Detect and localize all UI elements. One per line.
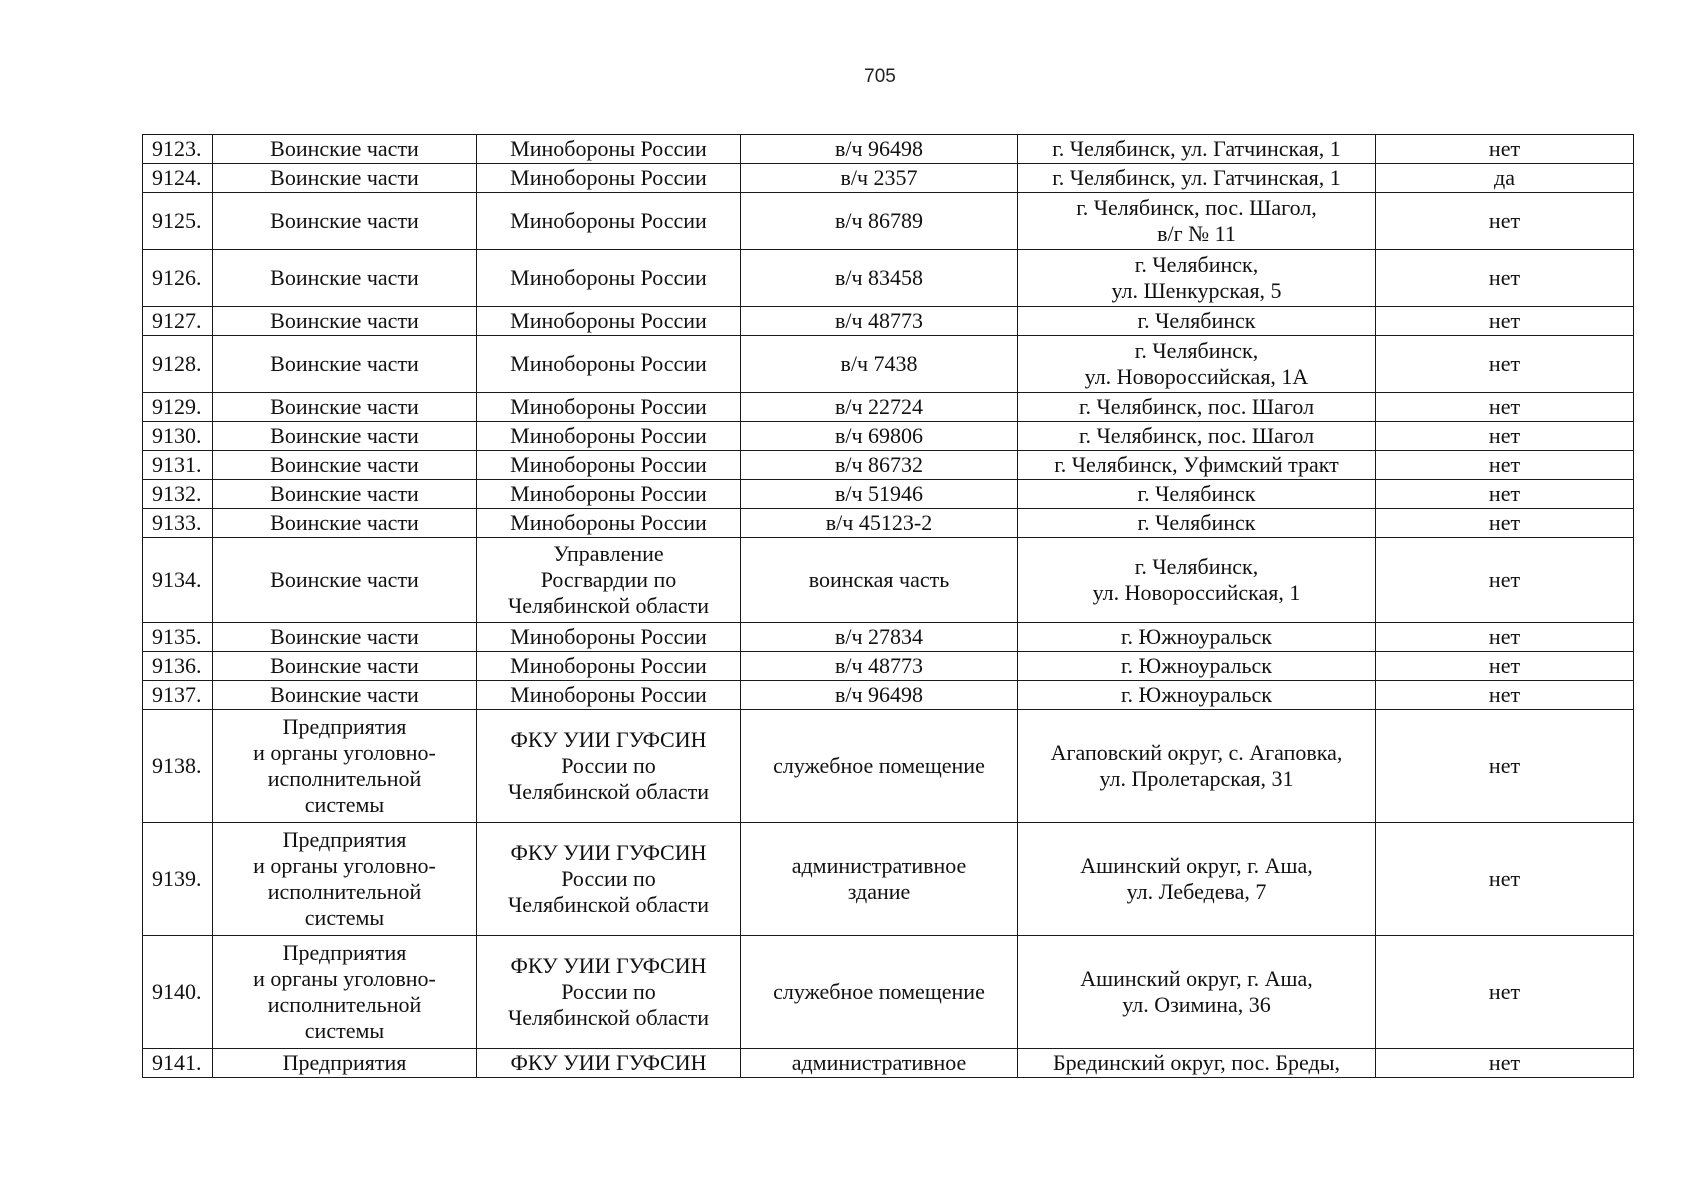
- table-row: [143, 164, 1634, 193]
- flag: нет: [1376, 538, 1634, 623]
- organization: Минобороны России: [477, 652, 741, 681]
- table-row: [143, 422, 1634, 451]
- flag: нет: [1376, 1049, 1634, 1078]
- address: г. Челябинск, пос. Шагол: [1018, 393, 1376, 422]
- table-row: [143, 451, 1634, 480]
- address: Ашинский округ, г. Аша, ул. Лебедева, 7: [1018, 823, 1376, 936]
- object-type: Воинские части: [213, 623, 477, 652]
- object-type: Воинские части: [213, 193, 477, 250]
- organization: ФКУ УИИ ГУФСИН России по Челябинской области: [477, 936, 741, 1049]
- flag: нет: [1376, 393, 1634, 422]
- organization: Минобороны России: [477, 336, 741, 393]
- object-name: в/ч 96498: [741, 681, 1018, 710]
- object-name: служебное помещение: [741, 710, 1018, 823]
- flag: нет: [1376, 135, 1634, 164]
- object-type: Воинские части: [213, 164, 477, 193]
- object-name: воинская часть: [741, 538, 1018, 623]
- row-number: 9134.: [143, 538, 213, 623]
- object-name: в/ч 96498: [741, 135, 1018, 164]
- flag: нет: [1376, 681, 1634, 710]
- address: Брединский округ, пос. Бреды,: [1018, 1049, 1376, 1078]
- flag: нет: [1376, 623, 1634, 652]
- address: г. Челябинск, пос. Шагол, в/г № 11: [1018, 193, 1376, 250]
- row-number: 9129.: [143, 393, 213, 422]
- row-number: 9137.: [143, 681, 213, 710]
- object-name: в/ч 51946: [741, 480, 1018, 509]
- object-type: Воинские части: [213, 451, 477, 480]
- row-number: 9139.: [143, 823, 213, 936]
- flag: нет: [1376, 336, 1634, 393]
- address: г. Челябинск: [1018, 480, 1376, 509]
- table-row: [143, 250, 1634, 307]
- flag: нет: [1376, 823, 1634, 936]
- flag: нет: [1376, 652, 1634, 681]
- object-name: в/ч 83458: [741, 250, 1018, 307]
- flag: нет: [1376, 710, 1634, 823]
- object-type: Воинские части: [213, 250, 477, 307]
- object-name: в/ч 86789: [741, 193, 1018, 250]
- row-number: 9136.: [143, 652, 213, 681]
- flag: нет: [1376, 307, 1634, 336]
- flag: да: [1376, 164, 1634, 193]
- table-row: [143, 1049, 1634, 1078]
- registry-table-body: [143, 135, 1634, 1078]
- table-row: [143, 823, 1634, 936]
- table-row: [143, 509, 1634, 538]
- address: г. Южноуральск: [1018, 681, 1376, 710]
- row-number: 9141.: [143, 1049, 213, 1078]
- object-name: в/ч 86732: [741, 451, 1018, 480]
- object-type: Воинские части: [213, 422, 477, 451]
- object-name: в/ч 7438: [741, 336, 1018, 393]
- organization: Минобороны России: [477, 250, 741, 307]
- address: г. Челябинск, ул. Шенкурская, 5: [1018, 250, 1376, 307]
- table-row: [143, 135, 1634, 164]
- object-name: в/ч 48773: [741, 307, 1018, 336]
- organization: Управление Росгвардии по Челябинской области: [477, 538, 741, 623]
- object-name: административное здание: [741, 823, 1018, 936]
- organization: Минобороны России: [477, 422, 741, 451]
- table-row: [143, 652, 1634, 681]
- organization: Минобороны России: [477, 623, 741, 652]
- flag: нет: [1376, 480, 1634, 509]
- address: г. Челябинск, ул. Гатчинская, 1: [1018, 164, 1376, 193]
- address: г. Челябинск, ул. Новороссийская, 1: [1018, 538, 1376, 623]
- organization: Минобороны России: [477, 193, 741, 250]
- row-number: 9140.: [143, 936, 213, 1049]
- object-type: Воинские части: [213, 307, 477, 336]
- organization: Минобороны России: [477, 135, 741, 164]
- object-type: Воинские части: [213, 135, 477, 164]
- address: г. Челябинск, ул. Новороссийская, 1А: [1018, 336, 1376, 393]
- row-number: 9138.: [143, 710, 213, 823]
- row-number: 9124.: [143, 164, 213, 193]
- object-type: Воинские части: [213, 336, 477, 393]
- address: г. Челябинск: [1018, 509, 1376, 538]
- row-number: 9130.: [143, 422, 213, 451]
- flag: нет: [1376, 451, 1634, 480]
- table-row: [143, 193, 1634, 250]
- flag: нет: [1376, 936, 1634, 1049]
- table-row: [143, 681, 1634, 710]
- object-type: Воинские части: [213, 538, 477, 623]
- organization: Минобороны России: [477, 393, 741, 422]
- object-type: Предприятия: [213, 1049, 477, 1078]
- flag: нет: [1376, 422, 1634, 451]
- address: Агаповский округ, с. Агаповка, ул. Пролетарская, 31: [1018, 710, 1376, 823]
- flag: нет: [1376, 509, 1634, 538]
- row-number: 9131.: [143, 451, 213, 480]
- table-row: [143, 480, 1634, 509]
- address: г. Челябинск: [1018, 307, 1376, 336]
- object-name: в/ч 48773: [741, 652, 1018, 681]
- object-type: Предприятия и органы уголовно- исполнительной системы: [213, 823, 477, 936]
- object-name: в/ч 22724: [741, 393, 1018, 422]
- address: г. Челябинск, пос. Шагол: [1018, 422, 1376, 451]
- table-row: [143, 393, 1634, 422]
- object-name: административное: [741, 1049, 1018, 1078]
- object-type: Предприятия и органы уголовно- исполнительной системы: [213, 710, 477, 823]
- object-type: Воинские части: [213, 480, 477, 509]
- organization: Минобороны России: [477, 681, 741, 710]
- object-type: Воинские части: [213, 509, 477, 538]
- registry-table: [142, 134, 1634, 1078]
- table-row: [143, 710, 1634, 823]
- row-number: 9127.: [143, 307, 213, 336]
- row-number: 9128.: [143, 336, 213, 393]
- row-number: 9133.: [143, 509, 213, 538]
- organization: Минобороны России: [477, 451, 741, 480]
- organization: ФКУ УИИ ГУФСИН России по Челябинской области: [477, 710, 741, 823]
- organization: Минобороны России: [477, 164, 741, 193]
- table-row: [143, 538, 1634, 623]
- object-name: служебное помещение: [741, 936, 1018, 1049]
- object-type: Предприятия и органы уголовно- исполнительной системы: [213, 936, 477, 1049]
- table-row: [143, 307, 1634, 336]
- table-row: [143, 336, 1634, 393]
- row-number: 9132.: [143, 480, 213, 509]
- object-type: Воинские части: [213, 652, 477, 681]
- table-row: [143, 936, 1634, 1049]
- row-number: 9123.: [143, 135, 213, 164]
- page-number: 705: [864, 66, 896, 87]
- address: г. Челябинск, Уфимский тракт: [1018, 451, 1376, 480]
- organization: Минобороны России: [477, 307, 741, 336]
- object-name: в/ч 45123-2: [741, 509, 1018, 538]
- flag: нет: [1376, 250, 1634, 307]
- organization: ФКУ УИИ ГУФСИН России по Челябинской области: [477, 823, 741, 936]
- row-number: 9126.: [143, 250, 213, 307]
- address: Ашинский округ, г. Аша, ул. Озимина, 36: [1018, 936, 1376, 1049]
- organization: Минобороны России: [477, 480, 741, 509]
- address: г. Челябинск, ул. Гатчинская, 1: [1018, 135, 1376, 164]
- table-row: [143, 623, 1634, 652]
- object-name: в/ч 2357: [741, 164, 1018, 193]
- row-number: 9135.: [143, 623, 213, 652]
- row-number: 9125.: [143, 193, 213, 250]
- organization: Минобороны России: [477, 509, 741, 538]
- object-name: в/ч 69806: [741, 422, 1018, 451]
- address: г. Южноуральск: [1018, 652, 1376, 681]
- address: г. Южноуральск: [1018, 623, 1376, 652]
- organization: ФКУ УИИ ГУФСИН: [477, 1049, 741, 1078]
- object-type: Воинские части: [213, 393, 477, 422]
- flag: нет: [1376, 193, 1634, 250]
- object-type: Воинские части: [213, 681, 477, 710]
- object-name: в/ч 27834: [741, 623, 1018, 652]
